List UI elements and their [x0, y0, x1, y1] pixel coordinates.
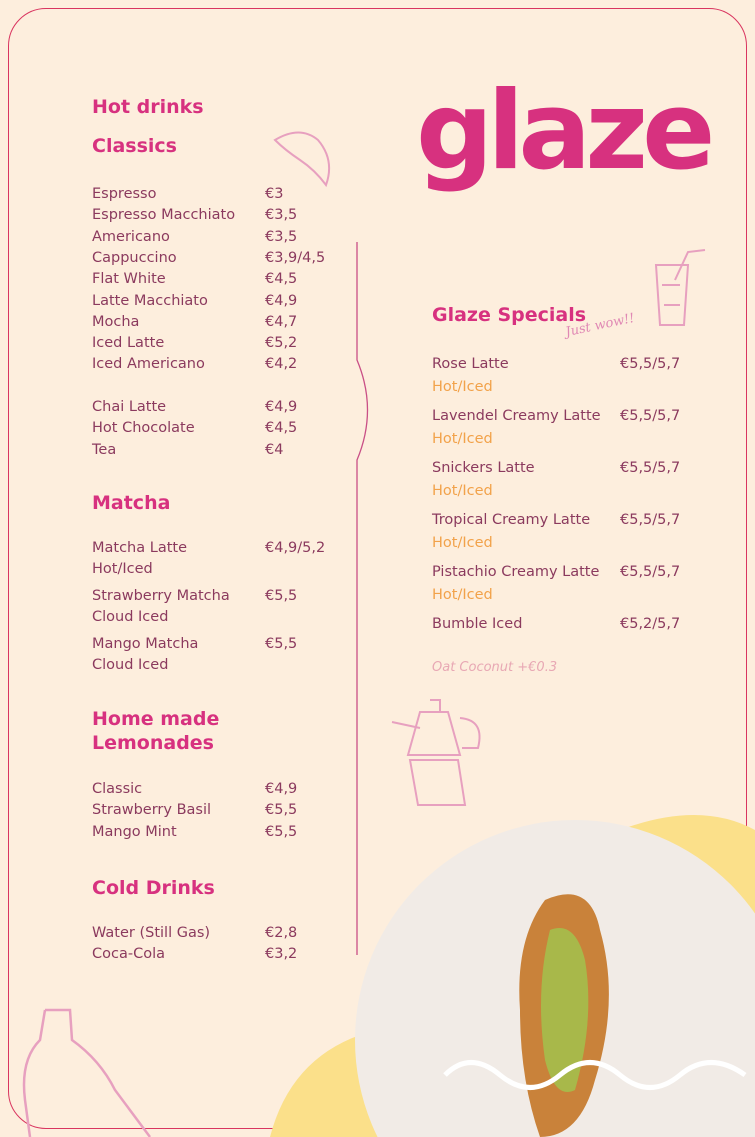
menu-item-name: Americano	[92, 228, 170, 245]
menu-item-price: €3,5	[265, 207, 298, 224]
menu-item-price: €3,5	[265, 228, 298, 245]
menu-item-name: Espresso	[92, 186, 157, 202]
croissant-icon	[275, 133, 329, 186]
menu-item-name: Tea	[92, 441, 117, 458]
cold-drinks-heading: Cold Drinks	[92, 877, 215, 899]
menu-item-variant: Hot/Iced	[92, 561, 153, 577]
menu-item-price: €5,5	[265, 802, 298, 819]
menu-item-price: €5,5	[265, 588, 298, 604]
special-item-variant: Hot/Iced	[432, 431, 493, 447]
menu-item-name: Water (Still Gas)	[92, 925, 211, 941]
special-item-price: €5,5/5,7	[620, 408, 681, 424]
milk-option-note: Oat Coconut +€0.3	[432, 660, 558, 675]
menu-item-price: €4,2	[265, 356, 298, 373]
menu-item-price: €2,8	[265, 925, 298, 941]
menu-item-name: Matcha Latte	[92, 540, 187, 556]
special-item-price: €5,2/5,7	[620, 616, 681, 632]
hot-drinks-heading: Hot drinks	[92, 96, 204, 118]
brand-logo: glaze	[416, 69, 710, 194]
menu-item-name: Classic	[92, 781, 143, 797]
menu-item-price: €4,5	[265, 420, 298, 437]
menu-item-price: €4,9/5,2	[265, 540, 326, 556]
menu-item-name: Mango Matcha	[92, 636, 199, 652]
menu-item-name: Strawberry Matcha	[92, 588, 230, 604]
menu-item-price: €4,9	[265, 399, 298, 415]
lemonades-heading-line2: Lemonades	[92, 732, 214, 754]
menu-item-name: Hot Chocolate	[92, 420, 195, 437]
menu-item-name: Espresso Macchiato	[92, 207, 236, 224]
special-item-price: €5,5/5,7	[620, 564, 681, 580]
special-item-variant: Hot/Iced	[432, 379, 493, 395]
special-item-name: Snickers Latte	[432, 460, 535, 476]
menu-item-name: Chai Latte	[92, 399, 167, 415]
special-item-variant: Hot/Iced	[432, 483, 493, 499]
special-item-name: Bumble Iced	[432, 616, 523, 632]
special-item-name: Tropical Creamy Latte	[432, 512, 591, 528]
special-item-price: €5,5/5,7	[620, 512, 681, 528]
special-item-variant: Hot/Iced	[432, 587, 493, 603]
matcha-heading: Matcha	[92, 492, 171, 514]
special-item-name: Pistachio Creamy Latte	[432, 564, 600, 580]
menu-item-name: Flat White	[92, 271, 166, 288]
specials-tagline: Just wow!!	[564, 310, 636, 341]
menu-item-name: Iced Americano	[92, 356, 205, 373]
iced-drink-icon	[656, 250, 705, 325]
menu-item-name: Mango Mint	[92, 823, 177, 840]
menu-item-variant: Cloud Iced	[92, 609, 169, 625]
lemonades-heading-line1: Home made	[92, 708, 220, 730]
menu-item-variant: Cloud Iced	[92, 657, 169, 673]
moka-pot-icon	[392, 700, 480, 805]
menu-item-name: Iced Latte	[92, 335, 165, 352]
menu-item-price: €4,9	[265, 292, 298, 309]
menu-item-price: €5,2	[265, 335, 298, 352]
menu-item-name: Latte Macchiato	[92, 292, 208, 309]
menu-item-price: €4,7	[265, 313, 298, 330]
menu-item-name: Mocha	[92, 313, 140, 330]
menu-item-price: €3	[265, 186, 284, 202]
special-item-price: €5,5/5,7	[620, 460, 681, 476]
menu-item-price: €4,9	[265, 781, 298, 797]
menu-item-name: Coca-Cola	[92, 946, 165, 963]
menu-item-price: €5,5	[265, 823, 298, 840]
menu-item-price: €4,5	[265, 271, 298, 288]
classics-heading: Classics	[92, 135, 177, 157]
menu-item-price: €5,5	[265, 636, 298, 652]
menu-item-price: €4	[265, 441, 284, 458]
special-item-price: €5,5/5,7	[620, 356, 681, 372]
menu-item-price: €3,2	[265, 946, 298, 963]
special-item-variant: Hot/Iced	[432, 535, 493, 551]
special-item-name: Lavendel Creamy Latte	[432, 408, 601, 424]
menu-item-name: Strawberry Basil	[92, 802, 212, 819]
menu-item-name: Cappuccino	[92, 249, 177, 266]
bottle-icon	[24, 1010, 150, 1137]
special-item-name: Rose Latte	[432, 356, 509, 372]
specials-heading: Glaze Specials	[432, 304, 587, 326]
menu-item-price: €3,9/4,5	[265, 249, 326, 266]
